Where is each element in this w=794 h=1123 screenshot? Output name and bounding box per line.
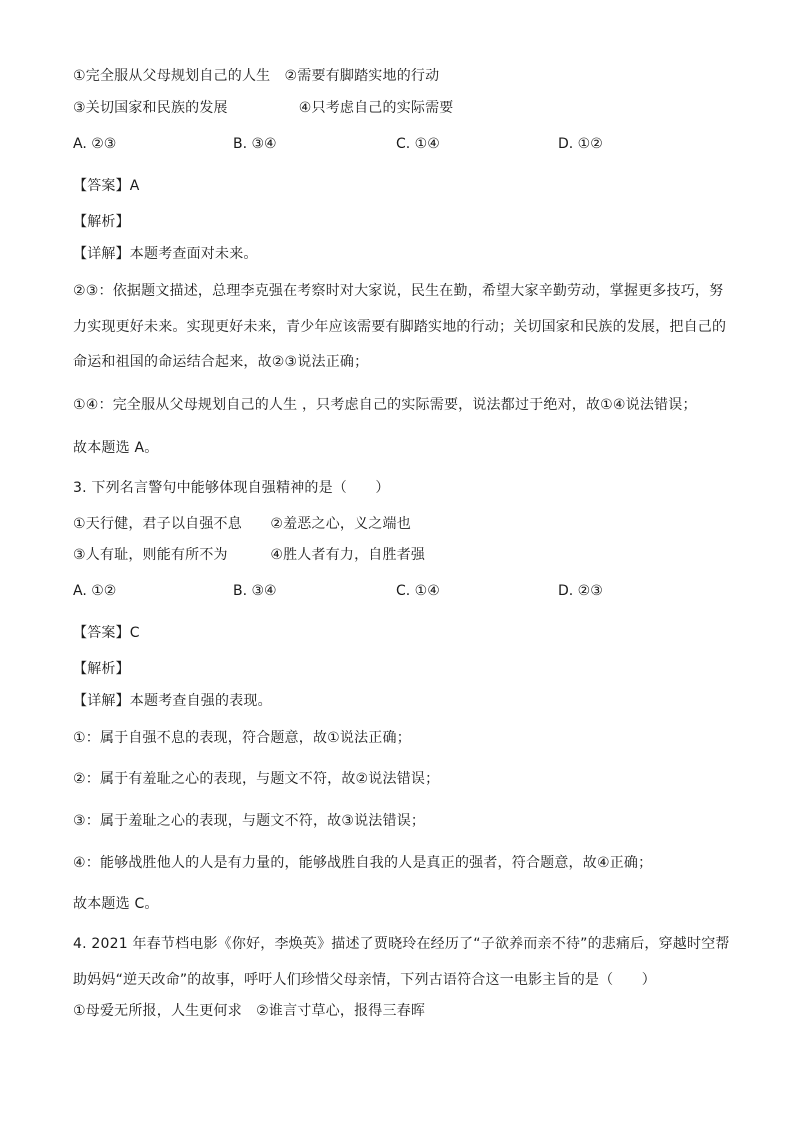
q2-answer: 【答案】A: [73, 178, 140, 194]
q3-option-a: A. ①②: [73, 583, 117, 599]
q3-explain-line: ①：属于自强不息的表现，符合题意，故①说法正确；: [73, 730, 411, 746]
q4-stem-line: 4. 2021 年春节档电影《你好，李焕英》描述了贾晓玲在经历了“子欲养而亲不待”的悲痛后，穿越时空帮: [73, 936, 730, 952]
q3-option-c: C. ①④: [396, 583, 440, 599]
q4-items-row1: ①母爱无所报，人生更何求 ②谁言寸草心，报得三春晖: [73, 1003, 426, 1019]
q3-explain-line: ②：属于有羞耻之心的表现，与题文不符，故②说法错误；: [73, 771, 440, 787]
q3-option-d: D. ②③: [558, 583, 603, 599]
q2-option-c: C. ①④: [396, 136, 440, 152]
q2-explain-line: 力实现更好未来。实现更好未来，青少年应该需要有脚踏实地的行动；关切国家和民族的发展，把自己的: [73, 319, 727, 335]
q3-option-b: B. ③④: [233, 583, 277, 599]
q2-items-row2: ③关切国家和民族的发展 ④只考虑自己的实际需要: [73, 100, 454, 116]
q3-conclusion: 故本题选 C。: [73, 896, 159, 912]
q2-explain-line: 命运和祖国的命运结合起来，故②③说法正确；: [73, 354, 369, 370]
q4-stem-line: 助妈妈“逆天改命”的故事，呼吁人们珍惜父母亲情，下列古语符合这一电影主旨的是（ ）: [73, 972, 656, 988]
q2-detail: 【详解】本题考查面对未来。: [73, 246, 258, 262]
q2-items-row1: ①完全服从父母规划自己的人生 ②需要有脚踏实地的行动: [73, 68, 440, 84]
q3-answer: 【答案】C: [73, 625, 140, 641]
q3-items-row2: ③人有耻，则能有所不为 ④胜人者有力，自胜者强: [73, 547, 426, 563]
q3-explain-line: ④：能够战胜他人的人是有力量的，能够战胜自我的人是真正的强者，符合题意，故④正确；: [73, 855, 653, 871]
q2-analysis-heading: 【解析】: [73, 214, 130, 230]
q2-option-d: D. ①②: [558, 136, 603, 152]
q3-items-row1: ①天行健，君子以自强不息 ②羞恶之心，义之端也: [73, 516, 411, 532]
q3-analysis-heading: 【解析】: [73, 661, 130, 677]
q2-explain-line: ②③：依据题文描述，总理李克强在考察时对大家说，民生在勤，希望大家辛勤劳动，掌握更多技巧，努: [73, 283, 724, 299]
q3-stem: 3. 下列名言警句中能够体现自强精神的是（ ）: [73, 480, 390, 496]
q2-option-b: B. ③④: [233, 136, 277, 152]
q2-conclusion: 故本题选 A。: [73, 440, 159, 456]
q3-detail: 【详解】本题考查自强的表现。: [73, 693, 272, 709]
q2-option-a: A. ②③: [73, 136, 117, 152]
q2-explain-line: ①④：完全服从父母规划自己的人生 ，只考虑自己的实际需要，说法都过于绝对，故①④说法错误；: [73, 397, 697, 413]
q3-explain-line: ③：属于羞耻之心的表现，与题文不符，故③说法错误；: [73, 813, 426, 829]
